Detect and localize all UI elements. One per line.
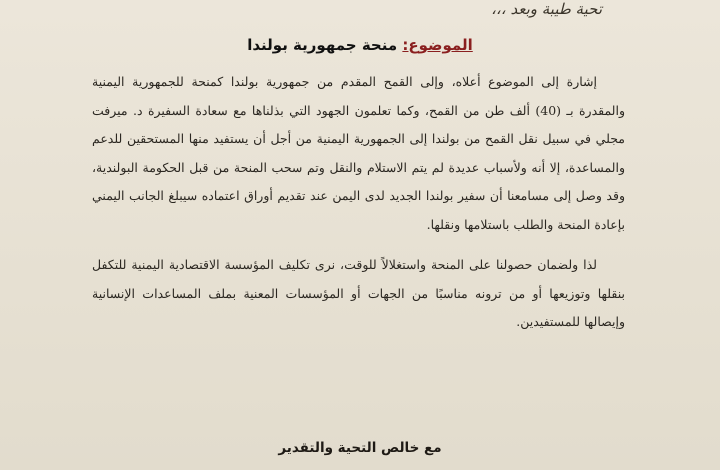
subject-text: منحة جمهورية بولندا (247, 36, 398, 54)
greeting-line: تحية طيبة وبعد ،،، (491, 0, 602, 18)
subject-label: الموضوع: (402, 36, 473, 54)
letter-body (92, 68, 625, 337)
paragraph-1: إشارة إلى الموضوع أعلاه، وإلى القمح المقدم من جمهورية بولندا كمنحة للجمهورية اليمنية والمقدرة بـ (40) ألف طن من القمح، وكما تعلمون الجهود التي بذلناها مع سعادة السفيرة د. ميرفت مجلي في سبيل نقل القمح من بولندا إلى الجمهورية اليمنية من أجل أن يستفيد منها المستحقين للدعم والمساعدة، إلا أنه ولأسباب عديدة لم يتم الاستلام والنقل وتم سحب المنحة من قبل الحكومة البولندية، وقد وصل إلى مسامعنا أن سفير بولندا الجديد لدى اليمن عند تقديم أوراق اعتماده سيبلغ الجانب اليمني بإعادة المنحة والطلب باستلامها ونقلها. (92, 74, 625, 232)
paragraph-2: لذا ولضمان حصولنا على المنحة واستغلالاً للوقت، نرى تكليف المؤسسة الاقتصادية اليمنية للتكفل بنقلها وتوزيعها أو من ترونه مناسبًا من الجهات أو المؤسسات المعنية بملف المساعدات الإنسانية وإيصالها للمستفيدين. (92, 257, 625, 329)
subject-line (0, 36, 720, 54)
closing-line: مع خالص التحية والتقدير (278, 440, 442, 456)
